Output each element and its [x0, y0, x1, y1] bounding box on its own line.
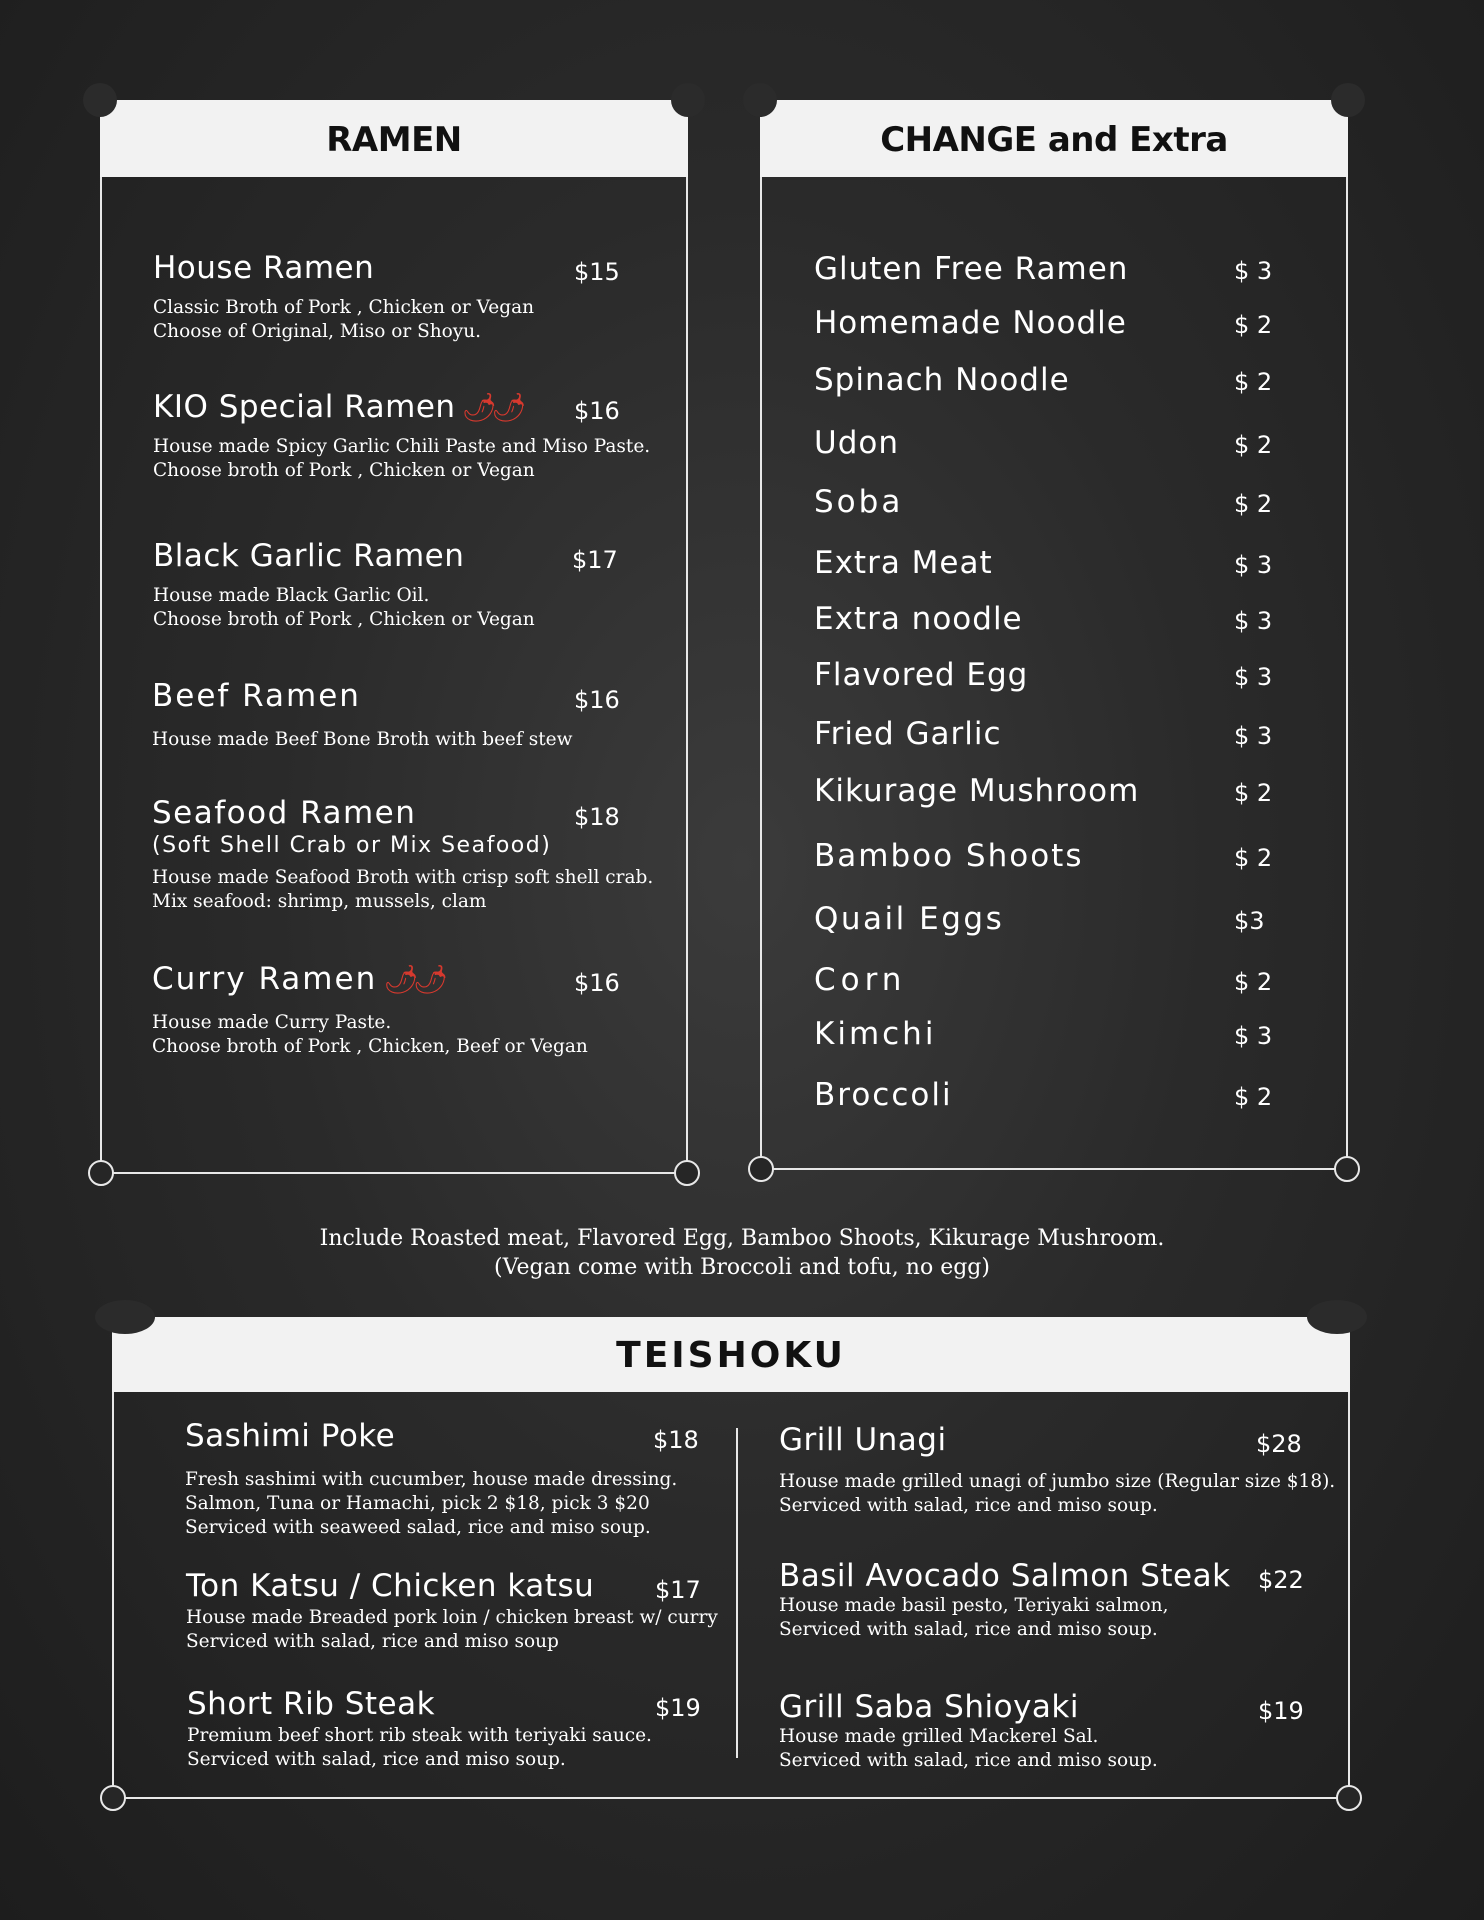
ramen-note	[0, 1224, 1484, 1282]
extra-item	[814, 657, 1274, 693]
ramen-item	[153, 389, 650, 483]
extra-name: Kikurage Mushroom	[814, 773, 1140, 809]
item-name: Grill Unagi	[779, 1422, 947, 1458]
item-name: Ton Katsu / Chicken katsu	[186, 1568, 595, 1604]
panel-corner	[1334, 1156, 1360, 1182]
ramen-item	[152, 795, 653, 914]
extra-item	[814, 773, 1274, 809]
extra-price: $ 3	[1234, 1022, 1273, 1050]
extra-item	[814, 716, 1274, 752]
item-name	[152, 961, 588, 997]
header-notch	[95, 1300, 155, 1334]
item-name: Seafood Ramen	[152, 795, 417, 831]
chili-pepper-icon: 🌶🌶	[383, 963, 443, 996]
extra-price: $ 2	[1234, 490, 1273, 518]
extra-name: Udon	[814, 425, 899, 461]
extra-price: $ 2	[1234, 779, 1273, 807]
extra-name: Broccoli	[814, 1077, 953, 1113]
extra-name: Flavored Egg	[814, 657, 1029, 693]
item-price: $19	[1258, 1697, 1304, 1725]
item-description: House made Black Garlic Oil. Choose broth of Pork , Chicken or Vegan	[153, 585, 535, 630]
extra-name: Spinach Noodle	[814, 362, 1070, 398]
item-price: $16	[574, 397, 620, 425]
item-description: Classic Broth of Pork , Chicken or Vegan Choose of Original, Miso or Shoyu.	[153, 297, 535, 342]
panel-corner	[88, 1160, 114, 1186]
extra-name: Extra Meat	[814, 545, 993, 581]
panel-corner	[100, 1785, 126, 1811]
extra-price: $ 2	[1234, 368, 1273, 396]
item-name-text: Curry Ramen	[152, 961, 378, 997]
item-description: House made Beef Bone Broth with beef stew	[152, 729, 573, 750]
note-line: (Vegan come with Broccoli and tofu, no egg)	[494, 1255, 990, 1280]
item-name: Basil Avocado Salmon Steak	[779, 1558, 1231, 1594]
item-description: Premium beef short rib steak with teriyaki sauce. Serviced with salad, rice and miso soup.	[187, 1725, 652, 1770]
item-description: House made Spicy Garlic Chili Paste and Miso Paste. Choose broth of Pork , Chicken or Vegan	[153, 436, 651, 481]
item-description: House made grilled unagi of jumbo size (Regular size $18). Serviced with salad, rice and miso soup.	[779, 1471, 1336, 1516]
extra-price: $ 3	[1234, 607, 1273, 635]
extra-item	[814, 1016, 1274, 1052]
item-price: $28	[1256, 1430, 1302, 1458]
extra-item	[814, 305, 1274, 341]
extra-item	[814, 1077, 1274, 1113]
extra-name: Quail Eggs	[814, 901, 1005, 937]
item-price: $18	[653, 1426, 699, 1454]
header-notch	[83, 83, 117, 117]
extras-header	[760, 100, 1348, 177]
item-name: Sashimi Poke	[185, 1418, 396, 1454]
item-price: $19	[655, 1694, 701, 1722]
extra-item	[814, 838, 1274, 874]
item-price: $17	[655, 1576, 701, 1604]
extra-price: $ 2	[1234, 431, 1273, 459]
item-description: Fresh sashimi with cucumber, house made dressing. Salmon, Tuna or Hamachi, pick 2 $18, pick 3 $20 Serviced with seaweed salad, rice and miso soup.	[185, 1469, 678, 1538]
extra-price: $ 2	[1234, 1083, 1273, 1111]
item-name: Beef Ramen	[152, 678, 361, 714]
panel-corner	[1336, 1785, 1362, 1811]
chili-pepper-icon: 🌶🌶	[461, 391, 521, 424]
extras-title: CHANGE and Extra	[880, 120, 1228, 160]
header-notch	[671, 83, 705, 117]
item-description: House made Breaded pork loin / chicken breast w/ curry Serviced with salad, rice and miso soup	[186, 1607, 718, 1652]
item-price: $16	[574, 686, 620, 714]
extra-item	[814, 545, 1274, 581]
teishoku-header	[112, 1317, 1350, 1392]
extra-name: Fried Garlic	[814, 716, 1002, 752]
teishoku-title: TEISHOKU	[616, 1335, 846, 1376]
teishoku-item	[185, 1418, 699, 1540]
item-price: $18	[574, 803, 620, 831]
note-line: Include Roasted meat, Flavored Egg, Bamboo Shoots, Kikurage Mushroom.	[319, 1226, 1165, 1251]
item-price: $15	[574, 258, 620, 286]
header-notch	[1331, 83, 1365, 117]
extra-name: Corn	[814, 962, 907, 998]
header-notch	[743, 83, 777, 117]
extra-price: $ 3	[1234, 722, 1273, 750]
item-name-text: KIO Special Ramen	[153, 389, 456, 425]
extra-item	[814, 484, 1274, 520]
extra-item	[814, 901, 1274, 937]
item-name: Black Garlic Ramen	[153, 538, 465, 574]
column-divider	[736, 1428, 738, 1758]
extra-price: $ 2	[1234, 844, 1273, 872]
item-description: House made grilled Mackerel Sal. Serviced with salad, rice and miso soup.	[779, 1726, 1158, 1771]
item-description: House made basil pesto, Teriyaki salmon, Serviced with salad, rice and miso soup.	[779, 1595, 1169, 1640]
ramen-title: RAMEN	[326, 120, 462, 160]
header-notch	[1307, 1300, 1367, 1334]
extra-item	[814, 601, 1274, 637]
extra-name: Gluten Free Ramen	[814, 251, 1129, 287]
teishoku-item	[186, 1568, 718, 1654]
extra-name: Bamboo Shoots	[814, 838, 1084, 874]
extra-price: $ 2	[1234, 968, 1273, 996]
ramen-item	[153, 250, 620, 344]
teishoku-item	[779, 1422, 1335, 1518]
extra-item	[814, 362, 1274, 398]
ramen-item	[152, 678, 620, 752]
extra-price: $3	[1234, 907, 1265, 935]
item-price: $17	[572, 546, 618, 574]
extra-name: Homemade Noodle	[814, 305, 1127, 341]
extra-price: $ 2	[1234, 311, 1273, 339]
item-description: House made Curry Paste. Choose broth of Pork , Chicken, Beef or Vegan	[152, 1012, 588, 1057]
item-description: House made Seafood Broth with crisp soft shell crab. Mix seafood: shrimp, mussels, clam	[152, 867, 654, 912]
extra-price: $ 3	[1234, 551, 1273, 579]
teishoku-item	[779, 1689, 1304, 1773]
extra-price: $ 3	[1234, 663, 1273, 691]
extra-item	[814, 425, 1274, 461]
extra-price: $ 3	[1234, 257, 1273, 285]
item-price: $22	[1258, 1566, 1304, 1594]
ramen-item	[153, 538, 618, 632]
item-name: Grill Saba Shioyaki	[779, 1689, 1079, 1725]
teishoku-item	[779, 1558, 1304, 1642]
extra-name: Soba	[814, 484, 904, 520]
extra-name: Extra noodle	[814, 601, 1023, 637]
item-name: Short Rib Steak	[187, 1686, 436, 1722]
item-subtitle: (Soft Shell Crab or Mix Seafood)	[152, 833, 552, 858]
panel-corner	[674, 1160, 700, 1186]
extra-item	[814, 251, 1274, 287]
ramen-item	[152, 961, 620, 1059]
extra-item	[814, 962, 1274, 998]
ramen-header	[100, 100, 688, 177]
panel-corner	[748, 1156, 774, 1182]
item-price: $16	[574, 969, 620, 997]
teishoku-item	[187, 1686, 701, 1772]
item-name: House Ramen	[153, 250, 375, 286]
extra-name: Kimchi	[814, 1016, 937, 1052]
